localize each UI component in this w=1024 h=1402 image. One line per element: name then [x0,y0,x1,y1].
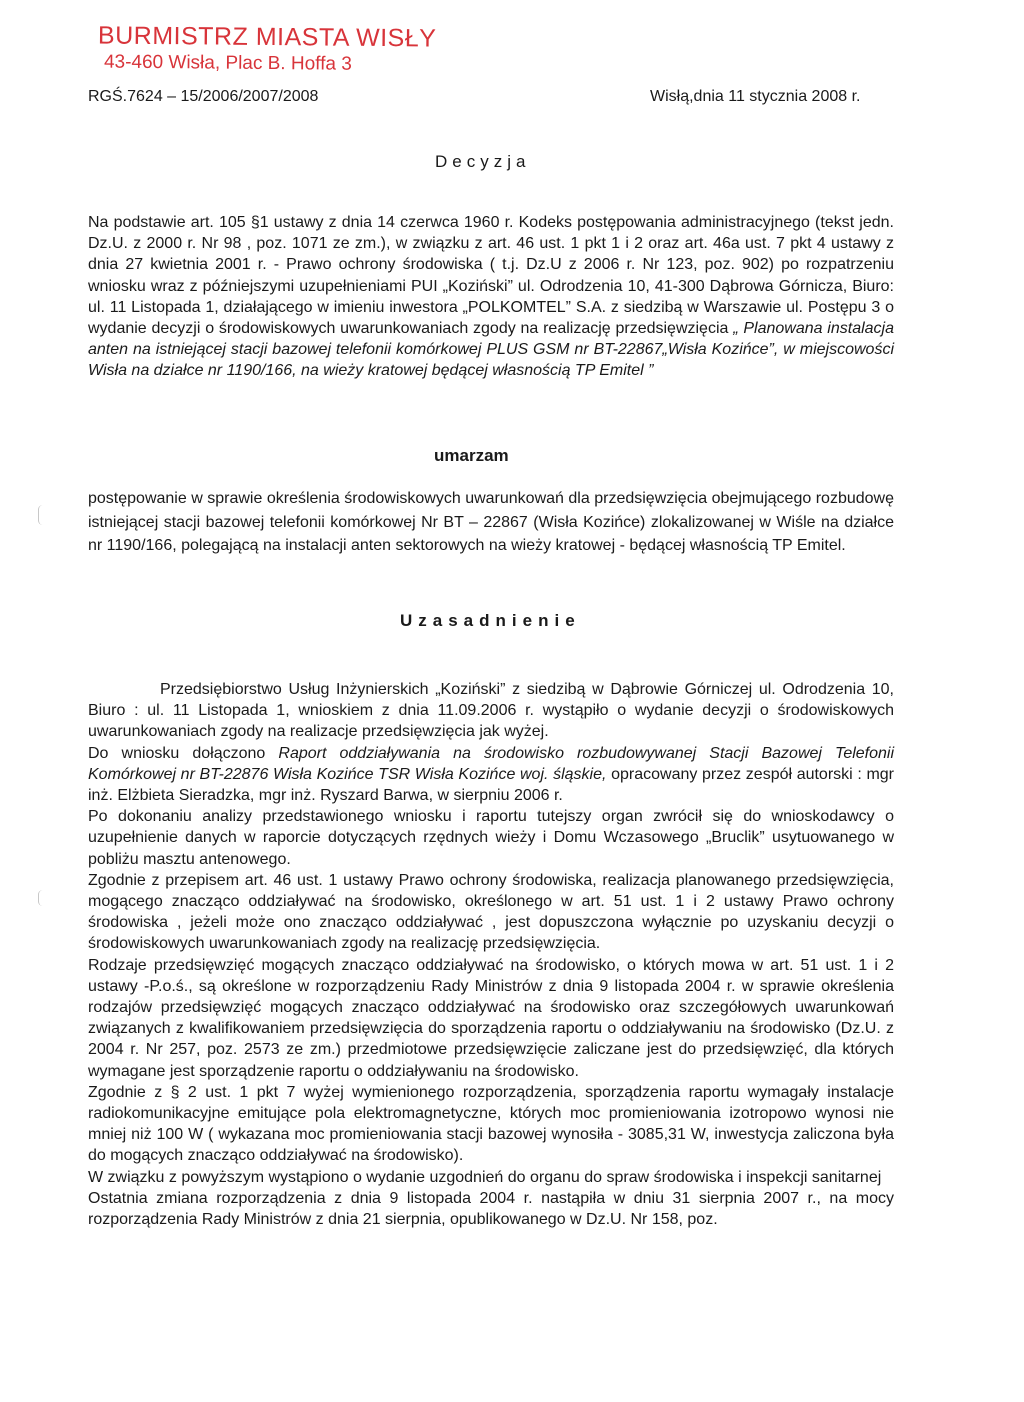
scan-mark-bottom [38,890,47,906]
justification-paragraph-8: Ostatnia zmiana rozporządzenia z dnia 9 listopada 2004 r. nastąpiła w dniu 31 sierpnia 2007 r., na mocy rozporządzenia Rady Ministrów z dnia 21 sierpnia, opublikowanego w Dz.U. Nr 158, poz. [88,1189,894,1229]
issuer-stamp [98,22,436,76]
justification-p1-text: Przedsiębiorstwo Usług Inżynierskich „Koziński” z siedzibą w Dąbrowie Górniczej ul. Odrodzenia 10, Biuro : ul. 11 Listopada 1, wnioskiem z dnia 11.09.2006 r. wystąpiło o wydanie decyzji o środowiskowych uwarunkowaniach zgody na realizacje przedsięwzięcia jak wyżej. [88,681,894,741]
justification-paragraph-7: W związku z powyższym wystąpiono o wydanie uzgodnień do organu do spraw środowiska i inspekcji sanitarnej [88,1168,882,1186]
stamp-address: 43-460 Wisła, Plac B. Hoffa 3 [103,51,352,75]
verdict-heading: umarzam [434,446,509,465]
justification-p2-intro: Do wniosku dołączono [88,744,266,762]
justification-paragraph-2 [88,743,894,807]
decision-heading: Decyzja [435,152,531,171]
justification-paragraph-3: Po dokonaniu analizy przedstawionego wniosku i raportu tutejszy organ zwrócił się do wnioskodawcy o uzupełnienie danych w raporcie dotyczących rzędnych wieży i Domu Wczasowego „Bruclik” usytuowanego w pobliżu masztu antenowego. [88,808,894,868]
legal-basis-paragraph [88,212,894,382]
legal-basis-text: Na podstawie art. 105 §1 ustawy z dnia 14 czerwca 1960 r. Kodeks postępowania administracyjnego (tekst jedn. Dz.U. z 2000 r. Nr 98 , poz. 1071 ze zm.), w związku z art. 46 ust. 1 pkt 1 i 2 oraz art. 46a ust. 7 pkt 4 ustawy z dnia 27 kwietnia 2001 r. - Prawo ochrony środowiska ( t.j. Dz.U z 2006 r. Nr 123, poz. 902) po rozpatrzeniu wniosku wraz z późniejszymi uzupełnieniami PUI „Koziński” ul. Odrodzenia 10, 41-300 Dąbrowa Górnicza, Biuro: ul. 11 Listopada 1, działającego w imieniu inwestora „POLKOMTEL” S.A. z siedzibą w Warszawie ul. Postępu 3 o wydanie decyzji o środowiskowych uwarunkowaniach zgody na realizację przedsięwzięcia [88,214,894,338]
justification-heading: Uzasadnienie [400,611,581,630]
scan-mark-top [38,505,47,525]
justification-paragraph-6: Zgodnie z § 2 ust. 1 pkt 7 wyżej wymienionego rozporządzenia, sporządzenia raportu wymagały instalacje radiokomunikacyjne emitujące pola elektromagnetyczne, których moc promieniowania izotropowo wynosi nie mniej niż 100 W ( wykazana moc promieniowania stacji bazowej wynosiła - 3085,31 W, inwestycja zaliczona była do mogących znacząco oddziaływać na środowisko). [88,1083,894,1165]
verdict-paragraph: postępowanie w sprawie określenia środowiskowych uwarunkowań dla przedsięwzięcia obejmującego rozbudowę istniejącej stacji bazowej telefonii komórkowej Nr BT – 22867 (Wisła Kozińce) zlokalizowanej w Wiśle na działce nr 1190/166, polegającą na instalacji anten sektorowych na wieży kratowej - będącej własnością TP Emitel. [88,490,894,554]
justification-paragraph-1 [88,679,894,743]
project-title: „ Planowana instalacja anten na istniejącej stacji bazowej telefonii komórkowej PLUS GSM nr BT-22867„Wisła Kozińce”, w miejscowości Wisła na działce nr 1190/166, na wieży kratowej będącej własnością TP Emitel ” [88,320,895,380]
report-title: Raport oddziaływania na środowisko rozbudowywanej Stacji Bazowej Telefonii Komórkowej nr BT-22876 Wisła Kozińce TSR Wisła Kozińce woj. śląskie, [88,744,895,783]
place-and-date: Wisłą,dnia 11 stycznia 2008 r. [650,88,861,105]
justification-body [88,679,894,1230]
justification-paragraph-4: Zgodnie z przepisem art. 46 ust. 1 ustawy Prawo ochrony środowiska, realizacja planowanego przedsięwzięcia, mogącego znacząco oddziaływać na środowisko, określonego w art. 51 ust. 1 i 2 ustawy Prawo ochrony środowiska , jeżeli może ono znacząco oddziaływać , jest dopuszczona wyłącznie po uzyskaniu decyzji o środowiskowych uwarunkowaniach zgody na realizację przedsięwzięcia. [88,871,894,953]
reference-number: RGŚ.7624 – 15/2006/2007/2008 [88,88,319,105]
stamp-title: BURMISTRZ MIASTA WISŁY [97,21,437,53]
justification-paragraph-5: Rodzaje przedsięwzięć mogących znacząco oddziaływać na środowisko, o których mowa w art. 51 ust. 1 i 2 ustawy -P.o.ś., są określone w rozporządzeniu Rady Ministrów z dnia 9 listopada 2004 r. w sprawie określenia rodzajów przedsięwzięć mogących znacząco oddziaływać na środowisko oraz szczegółowych uwarunkowań związanych z kwalifikowaniem przedsięwzięcia do sporządzenia raportu o oddziaływaniu na środowisko (Dz.U. z 2004 r. Nr 257, poz. 2573 ze zm.) przedmiotowe przedsięwzięcie zaliczane jest do przedsięwzięć, dla których wymagane jest sporządzenie raportu o oddziaływaniu na środowisko. [88,956,894,1080]
justification-p2-rest: opracowany przez zespół autorski : mgr inż. Elżbieta Sieradzka, mgr inż. Ryszard Barwa, w sierpniu 2006 r. [88,765,895,805]
